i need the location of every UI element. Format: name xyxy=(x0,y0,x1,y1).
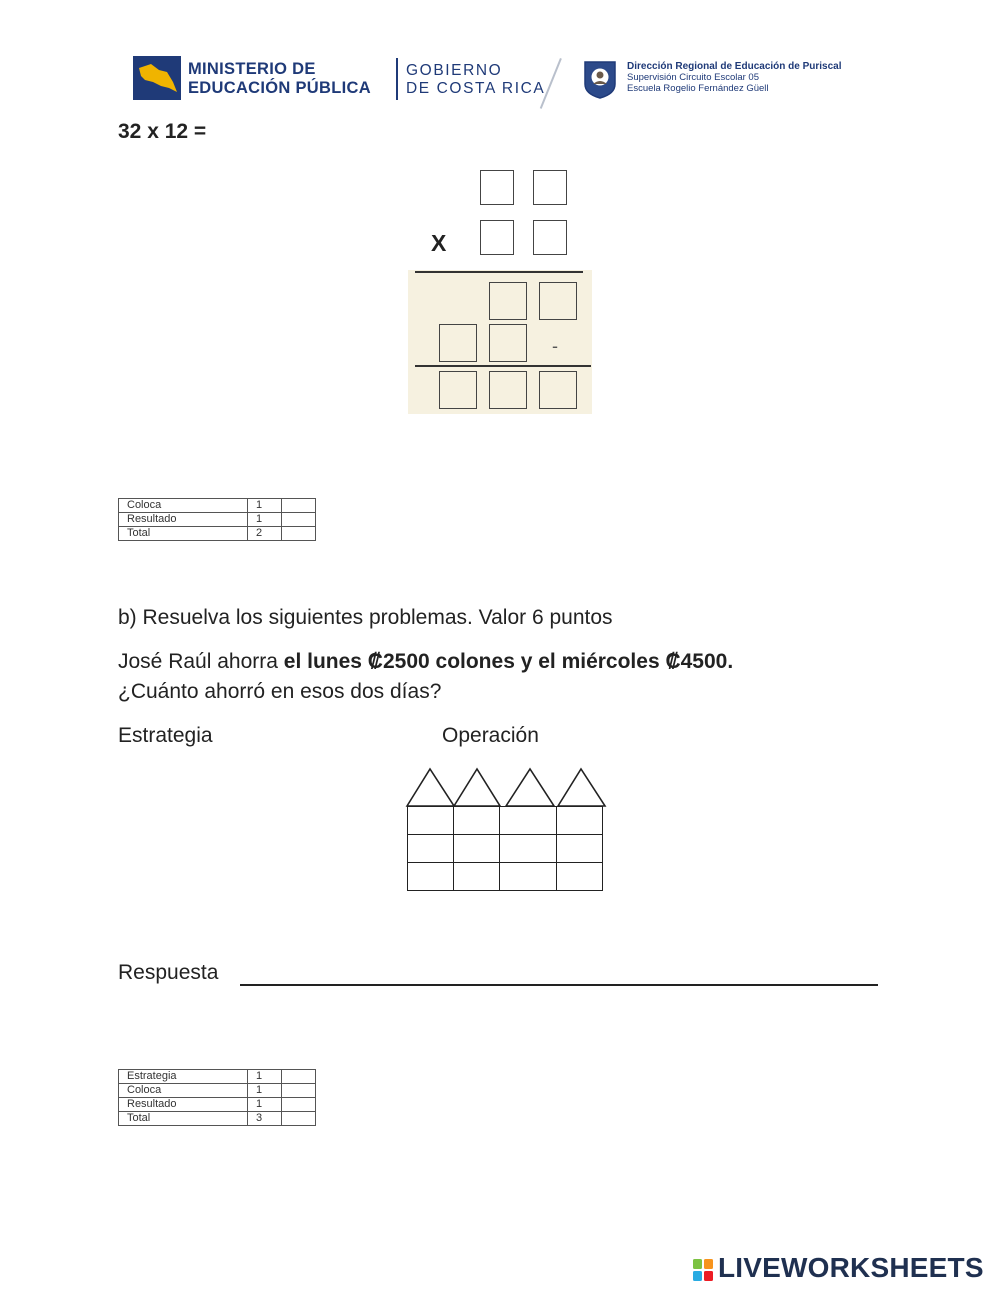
value-cell[interactable] xyxy=(408,863,454,891)
ministry-name: MINISTERIO DE EDUCACIÓN PÚBLICA xyxy=(188,60,371,97)
rubric-table-1 xyxy=(118,498,316,541)
header-divider xyxy=(396,58,398,100)
liveworksheets-logo-icon xyxy=(692,1258,714,1282)
value-cell[interactable] xyxy=(557,807,603,835)
multiplication-expression: 32 x 12 = xyxy=(118,120,207,143)
multiplier-units-box[interactable] xyxy=(533,220,567,255)
ministry-logo xyxy=(133,56,181,100)
roof-units xyxy=(558,769,605,806)
multiplicand-units-box[interactable] xyxy=(533,170,567,205)
roof-tens xyxy=(506,769,554,806)
table-row: Coloca 1 xyxy=(119,1084,316,1098)
value-cell[interactable] xyxy=(408,807,454,835)
table-row: Resultado 1 xyxy=(119,1098,316,1112)
answer-input-line[interactable] xyxy=(240,984,878,986)
value-cell[interactable] xyxy=(454,807,500,835)
table-row: Estrategia 1 xyxy=(119,1070,316,1084)
table-row: Resultado 1 xyxy=(119,513,316,527)
problem-statement: José Raúl ahorra el lunes ₡2500 colones y el miércoles ₡4500. xyxy=(118,650,734,673)
partial2-hundreds-box[interactable] xyxy=(439,324,477,362)
value-cell[interactable] xyxy=(454,863,500,891)
score-cell xyxy=(282,1112,316,1126)
answer-label: Respuesta xyxy=(118,961,219,984)
value-cell[interactable] xyxy=(557,863,603,891)
result-tens-box[interactable] xyxy=(489,371,527,409)
value-cell[interactable] xyxy=(454,835,500,863)
section-b-instruction: b) Resuelva los siguientes problemas. Valor 6 puntos xyxy=(118,606,613,629)
score-cell xyxy=(282,1098,316,1112)
place-value-roofs xyxy=(404,766,610,810)
multiplication-line xyxy=(415,271,583,273)
value-cell[interactable] xyxy=(500,863,557,891)
score-cell xyxy=(282,513,316,527)
value-cell[interactable] xyxy=(500,807,557,835)
table-row: Total 3 xyxy=(119,1112,316,1126)
partial2-tens-box[interactable] xyxy=(489,324,527,362)
problem-question: ¿Cuánto ahorró en esos dos días? xyxy=(118,680,442,703)
roof-hundreds xyxy=(454,769,500,806)
score-cell xyxy=(282,1070,316,1084)
government-name: GOBIERNO DE COSTA RICA xyxy=(406,62,546,97)
sum-line xyxy=(415,365,591,367)
value-cell[interactable] xyxy=(500,835,557,863)
score-cell xyxy=(282,527,316,541)
times-sign: X xyxy=(431,230,447,256)
regional-office-info: Dirección Regional de Educación de Puriscal Supervisión Circuito Escolar 05 Escuela Rogelio Fernández Güell xyxy=(627,61,842,94)
table-row: Total 2 xyxy=(119,527,316,541)
partial1-units-box[interactable] xyxy=(539,282,577,320)
table-row xyxy=(408,863,603,891)
liveworksheets-brand[interactable]: LIVEWORKSHEETS xyxy=(718,1252,984,1283)
rubric-table-2 xyxy=(118,1069,316,1126)
score-cell xyxy=(282,499,316,513)
operation-label: Operación xyxy=(442,724,539,747)
result-hundreds-box[interactable] xyxy=(439,371,477,409)
multiplicand-tens-box[interactable] xyxy=(480,170,514,205)
placeholder-dash: - xyxy=(552,336,558,356)
regional-seal-icon xyxy=(582,58,618,100)
result-units-box[interactable] xyxy=(539,371,577,409)
table-row xyxy=(408,807,603,835)
table-row: Coloca 1 xyxy=(119,499,316,513)
value-cell[interactable] xyxy=(408,835,454,863)
roof-thousands xyxy=(407,769,454,806)
multiplier-tens-box[interactable] xyxy=(480,220,514,255)
strategy-label: Estrategia xyxy=(118,724,213,747)
place-value-table xyxy=(407,806,603,891)
value-cell[interactable] xyxy=(557,835,603,863)
table-row xyxy=(408,835,603,863)
score-cell xyxy=(282,1084,316,1098)
partial1-tens-box[interactable] xyxy=(489,282,527,320)
